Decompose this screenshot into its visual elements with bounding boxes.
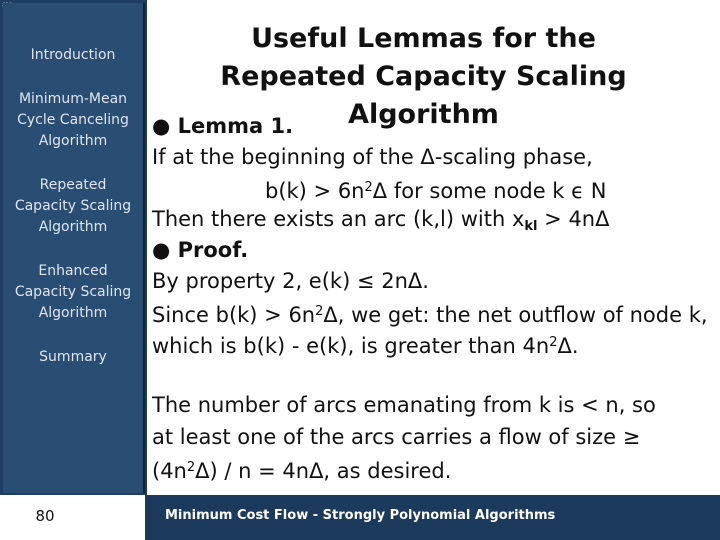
proof-line-2-b: Δ, we get: the net outflow of node k,: [323, 303, 708, 327]
proof-line-6-a: (4n: [152, 459, 187, 483]
proof-heading: ● Proof.: [152, 238, 249, 262]
proof-line-2: [152, 297, 708, 330]
sidebar-item-summary[interactable]: Summary: [39, 349, 107, 365]
sidebar: [0, 0, 145, 495]
proof-line-5: at least one of the arcs carries a flow of size ≥: [152, 425, 641, 449]
slide-title-line-2: Repeated Capacity Scaling Algorithm: [220, 61, 627, 130]
sidebar-item-enhanced-capacity-scaling[interactable]: Enhanced Capacity Scaling Algorithm: [14, 263, 132, 321]
page-number: 80: [35, 507, 55, 525]
lemma-line-2-b: Δ for some node k ϵ N: [372, 179, 607, 203]
proof-line-6-sup: 2: [186, 460, 196, 475]
proof-line-2-sup: 2: [315, 304, 324, 319]
footer-text: Minimum Cost Flow - Strongly Polynomial Algorithms: [165, 508, 556, 523]
proof-line-6: [152, 453, 451, 486]
lemma-line-3-b: > 4nΔ: [537, 207, 610, 231]
slide-content: [147, 0, 720, 495]
proof-line-3-sup: 2: [549, 335, 558, 350]
lemma-heading: ● Lemma 1.: [152, 114, 294, 138]
sidebar-item-repeated-capacity-scaling[interactable]: Repeated Capacity Scaling Algorithm: [14, 177, 132, 235]
slide-title-line-1: Useful Lemmas for the: [251, 23, 596, 54]
footer-bar: [0, 495, 720, 540]
proof-line-3-a: which is b(k) - e(k), is greater than 4n: [152, 334, 550, 358]
proof-line-2-a: Since b(k) > 6n: [152, 303, 316, 327]
proof-line-6-b: Δ) / n = 4nΔ, as desired.: [195, 459, 452, 483]
proof-line-3: [152, 328, 579, 361]
sidebar-item-minimum-mean-cycle-canceling[interactable]: Minimum-Mean Cycle Canceling Algorithm: [17, 91, 129, 149]
lemma-line-3-sub: kl: [524, 219, 538, 234]
sidebar-panel: [3, 3, 145, 493]
lemma-line-2-a: b(k) > 6n: [265, 179, 365, 203]
page-number-box: [0, 495, 145, 540]
sidebar-item-introduction[interactable]: Introduction: [30, 47, 116, 63]
lemma-line-3-a: Then there exists an arc (k,l) with x: [152, 207, 525, 231]
lemma-line-1: If at the beginning of the Δ-scaling phase,: [152, 145, 593, 169]
proof-line-4: The number of arcs emanating from k is < n, so: [152, 393, 656, 417]
proof-line-1: By property 2, e(k) ≤ 2nΔ.: [152, 269, 429, 293]
lemma-line-2: [265, 173, 606, 206]
lemma-line-2-sup: 2: [364, 180, 373, 195]
proof-line-3-b: Δ.: [557, 334, 579, 358]
